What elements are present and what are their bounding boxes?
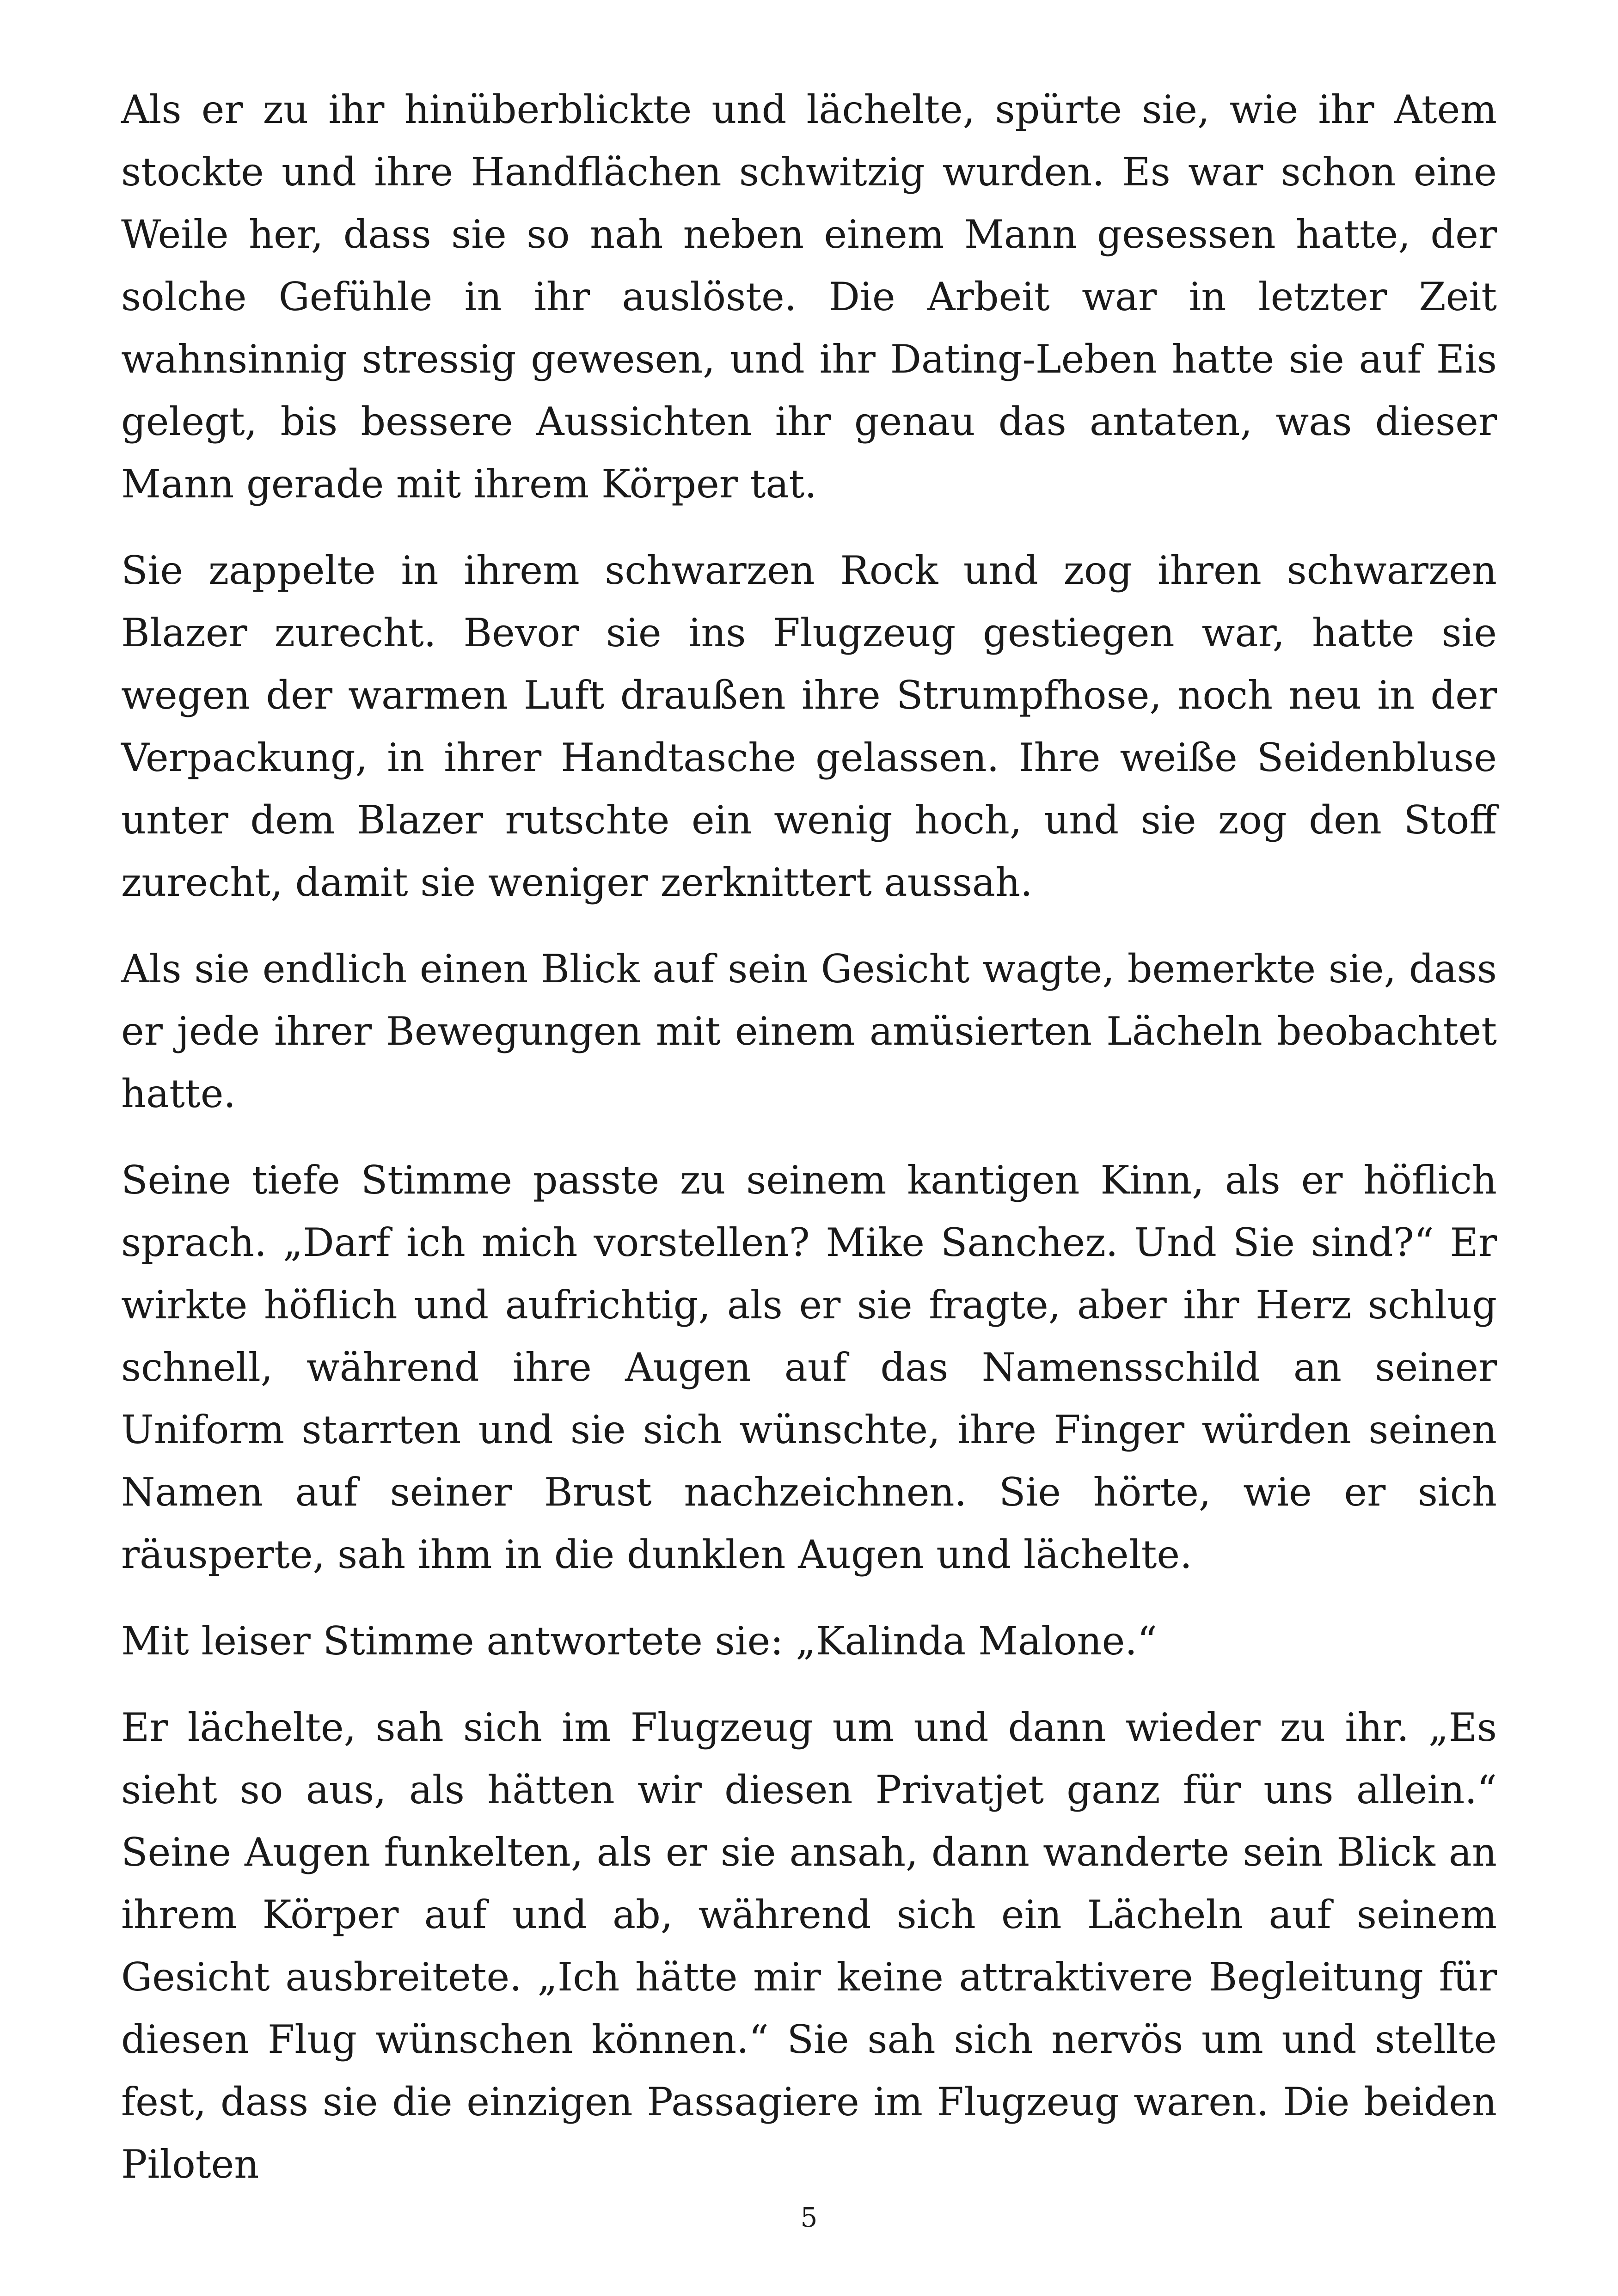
paragraph-5: Mit leiser Stimme antwortete sie: „Kalinda Malone.“ xyxy=(121,1618,1157,1664)
paragraph-3: Als sie endlich einen Blick auf sein Gesicht wagte, bemerkte sie, dass er jede ihrer Bewegungen mit einem amüsierten Lächeln beobachtet hatte. xyxy=(121,946,1497,1116)
paragraph-4: Seine tiefe Stimme passte zu seinem kantigen Kinn, als er höflich sprach. „Darf ich mich vorstellen? Mike Sanchez. Und Sie sind?“ Er wirkte höflich und aufrichtig, als er sie fragte, aber ihr Herz schlug schnell, während ihre Augen auf das Namensschild an seiner Uniform starrten und sie sich wünschte, ihre Finger würden seinen Namen auf seiner Brust nachzeichnen. Sie hörte, wie er sich räusperte, sah ihm in die dunklen Augen und lächelte. xyxy=(121,1157,1497,1577)
paragraph-6: Er lächelte, sah sich im Flugzeug um und dann wieder zu ihr. „Es sieht so aus, als hätten wir diesen Privatjet ganz für uns allein.“ Seine Augen funkelten, als er sie ansah, dann wanderte sein Blick an ihrem Körper auf und ab, während sich ein Lächeln auf seinem Gesicht ausbreitete. „Ich hätte mir keine attraktivere Begleitung für diesen Flug wünschen können.“ Sie sah sich nervös um und stellte fest, dass sie die einzigen Passagiere im Flugzeug waren. Die beiden Piloten xyxy=(121,1705,1497,2187)
paragraph-2: Sie zappelte in ihrem schwarzen Rock und zog ihren schwarzen Blazer zurecht. Bevor sie ins Flugzeug gestiegen war, hatte sie wegen der warmen Luft draußen ihre Strumpfhose, noch neu in der Verpackung, in ihrer Handtasche gelassen. Ihre weiße Seidenbluse unter dem Blazer rutschte ein wenig hoch, und sie zog den Stoff zurecht, damit sie weniger zerknittert aussah. xyxy=(121,548,1497,905)
paragraph-1: Als er zu ihr hinüberblickte und lächelte, spürte sie, wie ihr Atem stockte und ihre Handflächen schwitzig wurden. Es war schon eine Weile her, dass sie so nah neben einem Mann gesessen hatte, der solche Gefühle in ihr auslöste. Die Arbeit war in letzter Zeit wahnsinnig stressig gewesen, und ihr Dating-Leben hatte sie auf Eis gelegt, bis bessere Aussichten ihr genau das antaten, was dieser Mann gerade mit ihrem Körper tat. xyxy=(121,87,1497,507)
page-body xyxy=(121,79,1497,2220)
page-number: 5 xyxy=(800,2202,818,2233)
